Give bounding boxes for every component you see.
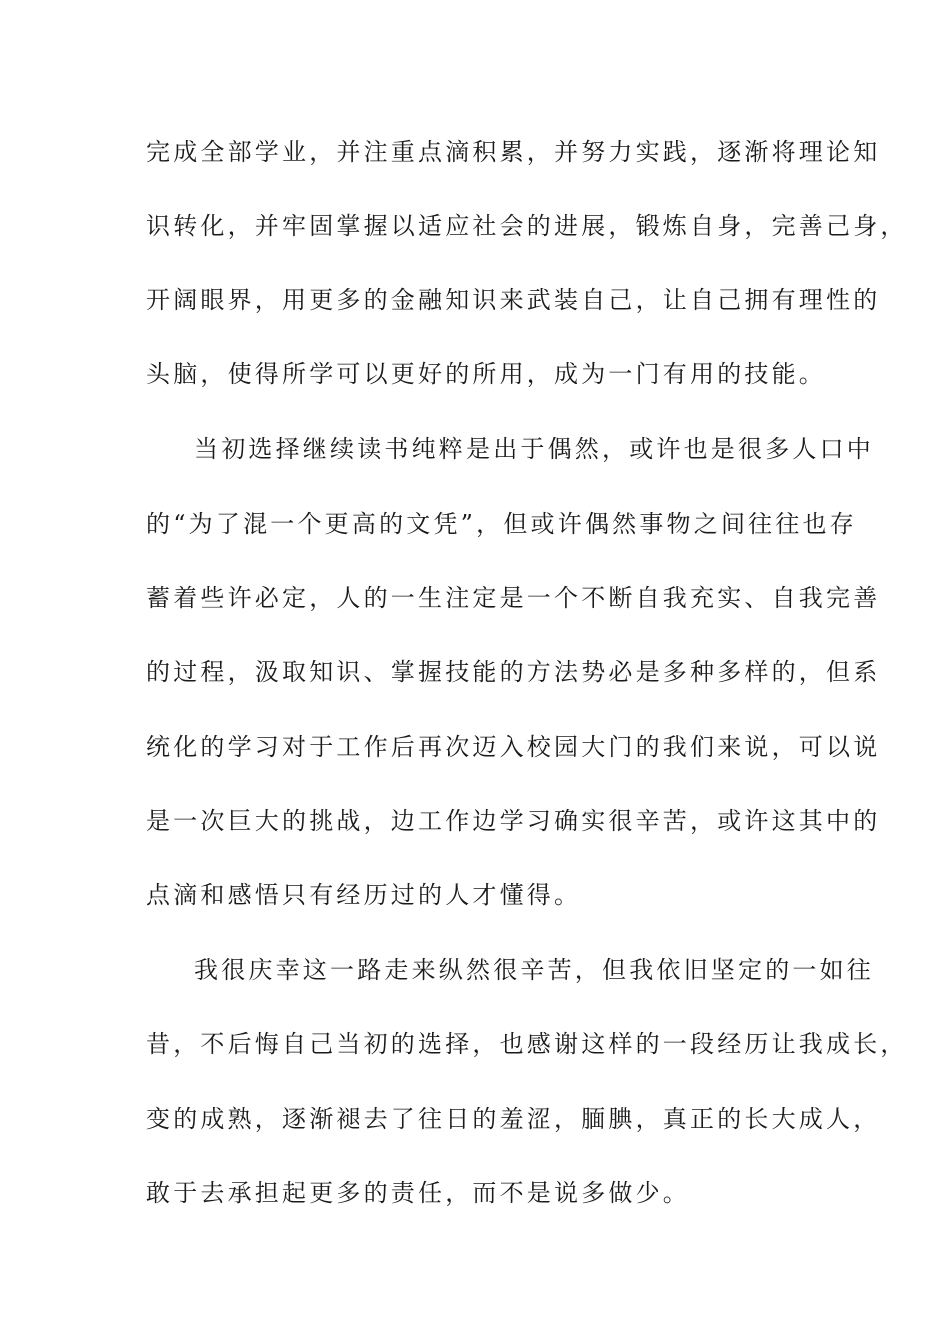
text-line: 是一次巨大的挑战，边工作边学习确实很辛苦，或许这其中的 (146, 807, 881, 835)
text-line: 统化的学习对于工作后再次迈入校园大门的我们来说，可以说 (146, 733, 881, 761)
text-line: 变的成熟，逐渐褪去了往日的羞涩，腼腆，真正的长大成人， (146, 1105, 881, 1133)
text-line: 头脑，使得所学可以更好的所用，成为一门有用的技能。 (146, 360, 826, 388)
text-line: 开阔眼界，用更多的金融知识来武装自己，让自己拥有理性的 (146, 286, 881, 314)
paragraph-first-line: 当初选择继续读书纯粹是出于偶然，或许也是很多人口中 (194, 435, 874, 463)
text-line: 识转化，并牢固掌握以适应社会的进展，锻炼自身，完善己身， (146, 212, 908, 240)
text-line: 的过程，汲取知识、掌握技能的方法势必是多种多样的，但系 (146, 658, 881, 686)
text-line: 蓄着些许必定，人的一生注定是一个不断自我充实、自我完善 (146, 584, 881, 612)
text-line: 敢于去承担起更多的责任，而不是说多做少。 (146, 1179, 690, 1207)
paragraph-first-line: 我很庆幸这一路走来纵然很辛苦，但我依旧坚定的一如往 (194, 956, 874, 984)
text-line: 完成全部学业，并注重点滴积累，并努力实践，逐渐将理论知 (146, 138, 881, 166)
text-line: 的“为了混一个更高的文凭”，但或许偶然事物之间往往也存 (146, 510, 857, 538)
text-line: 昔，不后悔自己当初的选择，也感谢这样的一段经历让我成长， (146, 1030, 908, 1058)
text-line: 点滴和感悟只有经历过的人才懂得。 (146, 881, 582, 909)
